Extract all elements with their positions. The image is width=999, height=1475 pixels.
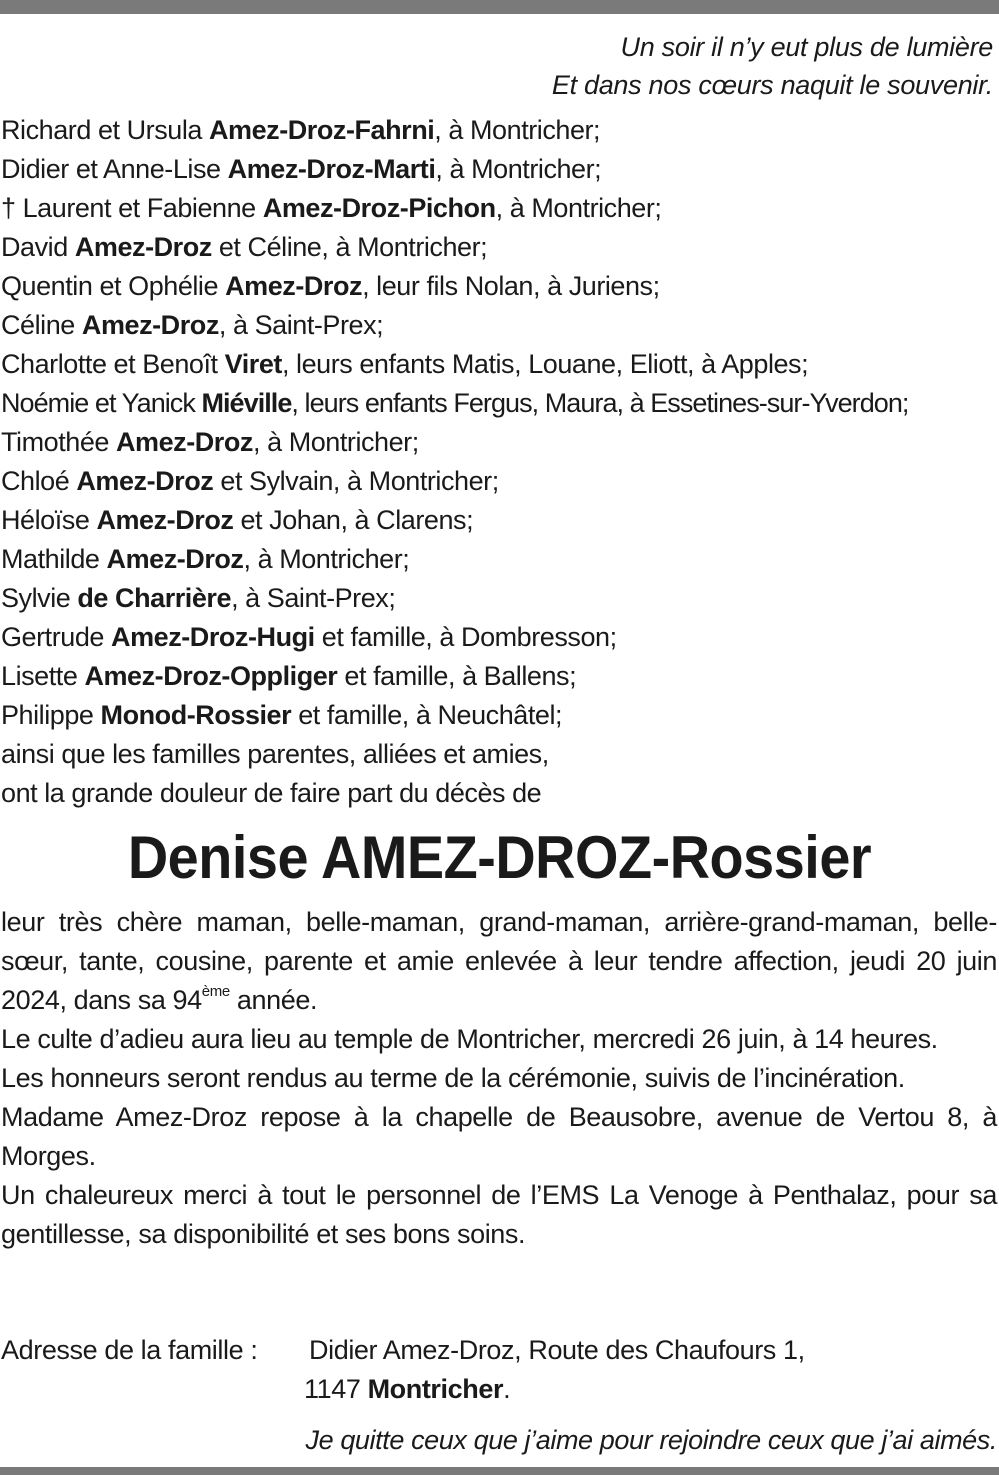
mourners-list [1, 111, 997, 813]
mourner-line: Didier et Anne-Lise Amez-Droz-Marti, à Montricher; [1, 154, 602, 184]
mourner-line: Héloïse Amez-Droz et Johan, à Clarens; [1, 505, 474, 535]
epigraph-line: Un soir il n’y eut plus de lumière [620, 32, 993, 62]
mourner-line: Charlotte et Benoît Viret, leurs enfants Matis, Louane, Eliott, à Apples; [1, 349, 809, 379]
mourner-line: Sylvie de Charrière, à Saint-Prex; [1, 583, 396, 613]
intro-line: ainsi que les familles parentes, alliées et amies, [1, 739, 549, 769]
epigraph [552, 28, 993, 104]
mourner-line: Noémie et Yanick Miéville, leurs enfants Fergus, Maura, à Essetines-sur-Yverdon; [1, 388, 909, 418]
family-name: Amez-Droz [76, 466, 214, 496]
closing-quote: Je quitte ceux que j’aime pour rejoindre ceux que j’ai aimés. [305, 1425, 997, 1455]
family-address [1, 1331, 805, 1409]
address-line: 1147 Montricher. [304, 1374, 511, 1404]
notice-body [1, 903, 997, 1254]
bottom-rule [0, 1467, 999, 1475]
family-name: Amez-Droz [96, 505, 234, 535]
family-name: Amez-Droz [74, 232, 212, 262]
intro-line: ont la grande douleur de faire part du décès de [1, 778, 542, 808]
deceased-name: Denise AMEZ-DROZ-Rossier [127, 824, 872, 891]
mourner-line: Gertrude Amez-Droz-Hugi et famille, à Dombresson; [1, 622, 617, 652]
epigraph-line: Et dans nos cœurs naquit le souvenir. [551, 70, 993, 100]
service-paragraph: Le culte d’adieu aura lieu au temple de Montricher, mercredi 26 juin, à 14 heures. [1, 1024, 938, 1054]
address-city: Montricher [367, 1374, 504, 1404]
mourner-line: Quentin et Ophélie Amez-Droz, leur fils Nolan, à Juriens; [1, 271, 660, 301]
thanks-paragraph: Un chaleureux merci à tout le personnel de l’EMS La Venoge à Penthalaz, pour sa gentillesse, sa disponibilité et ses bons soins. [1, 1180, 997, 1249]
family-name: Amez-Droz [225, 271, 363, 301]
family-name: Amez-Droz [106, 544, 244, 574]
ordinal-suffix: ème [201, 983, 230, 1000]
family-name: Amez-Droz [116, 427, 253, 457]
mourner-line: Céline Amez-Droz, à Saint-Prex; [1, 310, 384, 340]
mourner-line: † Laurent et Fabienne Amez-Droz-Pichon, à Montricher; [1, 193, 662, 223]
mourner-line: Lisette Amez-Droz-Oppliger et famille, à Ballens; [1, 661, 577, 691]
top-rule [0, 0, 999, 14]
family-name: Monod-Rossier [100, 700, 292, 730]
tribute-paragraph: leur très chère maman, belle-maman, grand-maman, arrière-grand-maman, belle-sœur, tante, cousine, parente et amie enlevée à leur tendre affection, jeudi 20 juin 2024, dans sa 94ème année. [1, 907, 997, 1015]
mourner-line: Timothée Amez-Droz, à Montricher; [1, 427, 419, 457]
address-line: Adresse de la famille : Didier Amez-Droz, Route des Chaufours 1, [1, 1331, 805, 1370]
family-name: Viret [224, 349, 282, 379]
mourner-line: Mathilde Amez-Droz, à Montricher; [1, 544, 410, 574]
mourner-line: Chloé Amez-Droz et Sylvain, à Montricher; [1, 466, 499, 496]
family-name: Amez-Droz-Oppliger [84, 661, 338, 691]
family-name: Amez-Droz-Hugi [111, 622, 315, 652]
repose-paragraph: Madame Amez-Droz repose à la chapelle de Beausobre, avenue de Vertou 8, à Morges. [1, 1102, 997, 1171]
honours-paragraph: Les honneurs seront rendus au terme de la cérémonie, suivis de l’incinération. [1, 1063, 905, 1093]
address-label: Adresse de la famille : [1, 1335, 258, 1365]
family-name: Miéville [201, 388, 292, 418]
family-name: Amez-Droz-Marti [227, 154, 436, 184]
family-name: de Charrière [77, 583, 232, 613]
family-name: Amez-Droz [81, 310, 219, 340]
family-name: Amez-Droz-Fahrni [208, 115, 435, 145]
mourner-line: Philippe Monod-Rossier et famille, à Neuchâtel; [1, 700, 563, 730]
mourner-line: Richard et Ursula Amez-Droz-Fahrni, à Montricher; [1, 115, 601, 145]
family-name: Amez-Droz-Pichon [262, 193, 496, 223]
mourner-line: David Amez-Droz et Céline, à Montricher; [1, 232, 488, 262]
